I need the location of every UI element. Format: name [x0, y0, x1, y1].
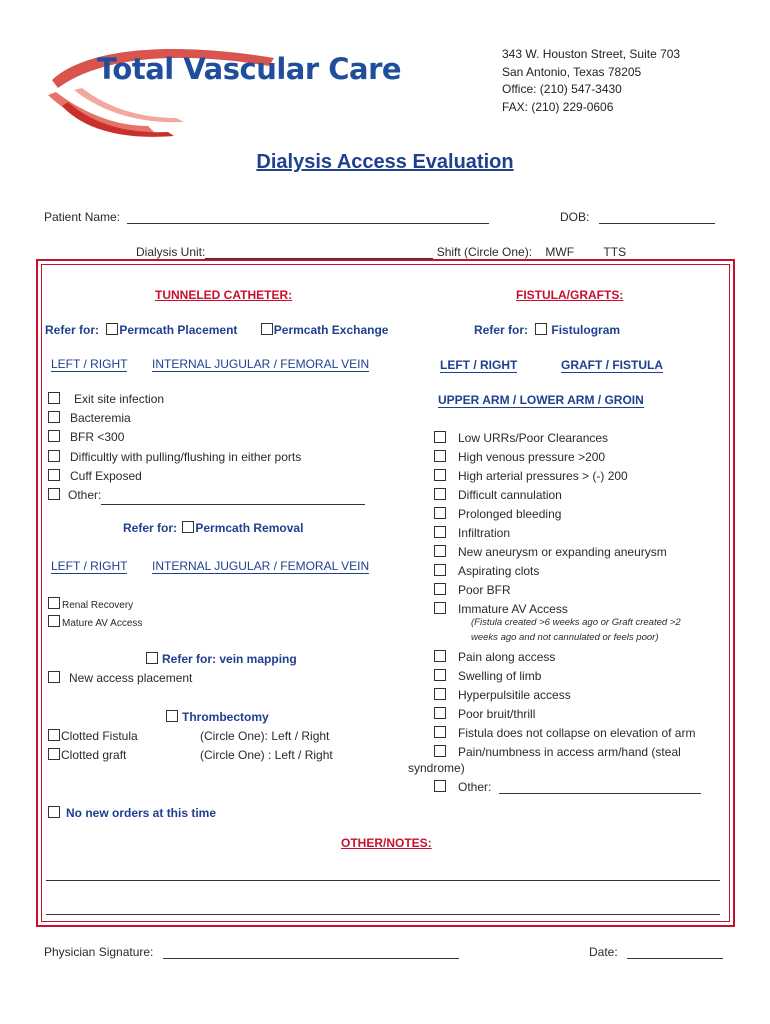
thrombectomy-label: Thrombectomy — [182, 710, 269, 724]
patient-name-label: Patient Name: — [44, 210, 121, 224]
permcath-removal-checkbox[interactable] — [182, 521, 194, 533]
catheter-refer-row — [45, 323, 388, 337]
address-block — [502, 46, 680, 116]
fistulogram-checkbox[interactable] — [535, 323, 547, 335]
permcath-placement-label: Permcath Placement — [119, 323, 238, 337]
other-catheter-label: Other: — [68, 488, 102, 503]
no-orders-label: No new orders at this time — [66, 806, 217, 820]
list-item — [434, 743, 695, 762]
list-item — [434, 467, 667, 486]
fistula-refer-label: Refer for: — [474, 323, 529, 337]
clotted-fistula-label: Clotted Fistula — [61, 729, 138, 743]
signature-label: Physician Signature: — [44, 945, 154, 959]
no-collapse-label: Fistula does not collapse on elevation of arm — [458, 726, 696, 740]
address-street: 343 W. Houston Street, Suite 703 — [502, 47, 681, 61]
catheter-vein[interactable]: INTERNAL JUGULAR / FEMORAL VEIN — [152, 357, 370, 371]
list-item — [434, 486, 667, 505]
poor-bruit-checkbox[interactable] — [434, 707, 446, 719]
list-item — [48, 390, 365, 409]
mature-av-checkbox[interactable] — [48, 615, 60, 627]
signature-row — [44, 945, 459, 959]
clotted-fistula-row — [48, 729, 138, 743]
list-item — [48, 486, 365, 505]
poor-bfr-checkbox[interactable] — [434, 583, 446, 595]
thrombectomy-row — [166, 710, 269, 724]
removal-refer-label: Refer for: — [123, 521, 178, 535]
vein-mapping-row — [146, 652, 297, 666]
low-urr-label: Low URRs/Poor Clearances — [458, 431, 609, 445]
list-item — [434, 448, 667, 467]
catheter-side[interactable]: LEFT / RIGHT — [51, 357, 128, 371]
date-row — [589, 945, 723, 959]
renal-recovery-label: Renal Recovery — [62, 600, 134, 611]
fistula-reasons-list — [434, 429, 667, 619]
signature-field[interactable] — [163, 946, 459, 959]
list-item — [48, 409, 365, 428]
steal-checkbox[interactable] — [434, 745, 446, 757]
poor-bfr-label: Poor BFR — [458, 583, 511, 597]
other-fistula-checkbox[interactable] — [434, 780, 446, 792]
aneurysm-checkbox[interactable] — [434, 545, 446, 557]
pain-along-label: Pain along access — [458, 650, 556, 664]
swelling-checkbox[interactable] — [434, 669, 446, 681]
logo-text: Total Vascular Care — [97, 52, 402, 86]
shift-tts[interactable]: TTS — [603, 245, 627, 259]
dialysis-unit-row — [136, 245, 626, 259]
removal-reasons — [48, 597, 142, 633]
list-item — [434, 505, 667, 524]
list-item — [434, 524, 667, 543]
bfr-label: BFR <300 — [70, 430, 125, 445]
notes-line-1[interactable] — [46, 880, 720, 881]
new-access-row — [48, 671, 192, 685]
immature-av-label: Immature AV Access — [458, 602, 568, 616]
fistula-refer-row — [474, 323, 620, 337]
address-city: San Antonio, Texas 78205 — [502, 64, 642, 79]
clotted-graft-side[interactable]: (Circle One) : Left / Right — [200, 748, 333, 762]
address-office: Office: (210) 547-3430 — [502, 82, 622, 96]
patient-name-field[interactable] — [127, 211, 489, 224]
list-item — [434, 581, 667, 600]
bacteremia-checkbox[interactable] — [48, 411, 60, 423]
tunneled-catheter-heading: TUNNELED CATHETER: — [155, 288, 293, 302]
other-fistula-field[interactable] — [499, 781, 701, 794]
arterial-pressure-label: High arterial pressures > (-) 200 — [458, 469, 628, 483]
difficult-cannulation-label: Difficult cannulation — [458, 488, 562, 502]
prolonged-bleeding-checkbox[interactable] — [434, 507, 446, 519]
other-fistula-row — [434, 780, 701, 794]
steal-label: Pain/numbness in access arm/hand (steal — [458, 745, 681, 759]
renal-recovery-checkbox[interactable] — [48, 597, 60, 609]
date-field[interactable] — [627, 946, 723, 959]
shift-mwf[interactable]: MWF — [545, 245, 575, 259]
exit-site-checkbox[interactable] — [48, 392, 60, 404]
patient-name-row — [44, 210, 489, 224]
thrombectomy-checkbox[interactable] — [166, 710, 178, 722]
permcath-removal-label: Permcath Removal — [195, 521, 304, 535]
date-label: Date: — [589, 945, 618, 959]
dialysis-unit-label: Dialysis Unit: — [136, 245, 206, 259]
hyperpulsitile-label: Hyperpulsitile access — [458, 688, 571, 702]
no-collapse-checkbox[interactable] — [434, 726, 446, 738]
permcath-exchange-checkbox[interactable] — [261, 323, 273, 335]
mature-av-label: Mature AV Access — [62, 618, 143, 629]
list-item — [434, 705, 695, 724]
infiltration-label: Infiltration — [458, 526, 511, 540]
fistula-grafts-heading: FISTULA/GRAFTS: — [516, 288, 624, 302]
address-fax: FAX: (210) 229-0606 — [502, 99, 614, 114]
notes-line-2[interactable] — [46, 914, 720, 915]
cuff-exposed-checkbox[interactable] — [48, 469, 60, 481]
steal-continuation: syndrome) — [408, 761, 465, 775]
venous-pressure-checkbox[interactable] — [434, 450, 446, 462]
prolonged-bleeding-label: Prolonged bleeding — [458, 507, 562, 521]
flushing-checkbox[interactable] — [48, 450, 60, 462]
fistula-reasons-list-2 — [434, 648, 695, 762]
other-fistula-label: Other: — [458, 780, 492, 794]
difficult-cannulation-checkbox[interactable] — [434, 488, 446, 500]
list-item — [434, 686, 695, 705]
list-item — [434, 562, 667, 581]
vein-mapping-checkbox[interactable] — [146, 652, 158, 664]
access-location[interactable]: UPPER ARM / LOWER ARM / GROIN — [438, 393, 644, 407]
aneurysm-label: New aneurysm or expanding aneurysm — [458, 545, 667, 559]
list-item — [48, 615, 142, 633]
pain-along-checkbox[interactable] — [434, 650, 446, 662]
list-item — [48, 448, 365, 467]
bacteremia-label: Bacteremia — [70, 411, 131, 426]
venous-pressure-label: High venous pressure >200 — [458, 450, 606, 464]
aspirating-clots-label: Aspirating clots — [458, 564, 540, 578]
low-urr-checkbox[interactable] — [434, 431, 446, 443]
aspirating-clots-checkbox[interactable] — [434, 564, 446, 576]
clotted-graft-checkbox[interactable] — [48, 748, 60, 760]
no-orders-row — [48, 806, 216, 820]
list-item — [434, 429, 667, 448]
notes-heading: OTHER/NOTES: — [341, 836, 432, 850]
infiltration-checkbox[interactable] — [434, 526, 446, 538]
list-item — [434, 648, 695, 667]
hyperpulsitile-checkbox[interactable] — [434, 688, 446, 700]
list-item — [434, 543, 667, 562]
list-item — [434, 724, 695, 743]
exit-site-label: Exit site infection — [74, 392, 165, 406]
clotted-fistula-side[interactable]: (Circle One): Left / Right — [200, 729, 330, 743]
clotted-fistula-checkbox[interactable] — [48, 729, 60, 741]
fistulogram-label: Fistulogram — [551, 323, 621, 337]
flushing-label: Difficultly with pulling/flushing in either ports — [70, 449, 302, 464]
new-access-label: New access placement — [69, 671, 193, 685]
dob-field[interactable] — [599, 211, 715, 224]
clotted-graft-row — [48, 748, 126, 762]
permcath-exchange-label: Permcath Exchange — [273, 323, 389, 337]
removal-vein[interactable]: INTERNAL JUGULAR / FEMORAL VEIN — [152, 559, 370, 573]
swelling-label: Swelling of limb — [458, 669, 542, 683]
dialysis-unit-field[interactable] — [205, 246, 433, 259]
permcath-placement-checkbox[interactable] — [106, 323, 118, 335]
list-item — [48, 597, 142, 615]
list-item — [48, 428, 365, 447]
arterial-pressure-checkbox[interactable] — [434, 469, 446, 481]
catheter-refer-label: Refer for: — [45, 323, 100, 337]
list-item — [48, 467, 365, 486]
catheter-reasons-list — [48, 390, 365, 505]
page-title: Dialysis Access Evaluation — [256, 151, 514, 173]
bfr-checkbox[interactable] — [48, 430, 60, 442]
no-orders-checkbox[interactable] — [48, 806, 60, 818]
clotted-graft-label: Clotted graft — [61, 748, 127, 762]
poor-bruit-label: Poor bruit/thrill — [458, 707, 536, 721]
immature-av-checkbox[interactable] — [434, 602, 446, 614]
vein-mapping-label: Refer for: vein mapping — [162, 652, 297, 666]
immature-note-1: (Fistula created >6 weeks ago or Graft created >2 — [471, 617, 681, 628]
removal-refer-row — [123, 521, 303, 535]
other-catheter-checkbox[interactable] — [48, 488, 60, 500]
new-access-checkbox[interactable] — [48, 671, 60, 683]
dob-label: DOB: — [560, 210, 590, 224]
immature-note-2: weeks ago and not cannulated or feels poor) — [471, 632, 659, 643]
dob-row — [560, 210, 715, 224]
list-item — [434, 667, 695, 686]
graft-fistula[interactable]: GRAFT / FISTULA — [561, 358, 663, 372]
other-catheter-field[interactable] — [101, 492, 365, 505]
fistula-side[interactable]: LEFT / RIGHT — [440, 358, 518, 372]
removal-side[interactable]: LEFT / RIGHT — [51, 559, 128, 573]
cuff-exposed-label: Cuff Exposed — [70, 468, 142, 483]
shift-label: Shift (Circle One): — [436, 245, 533, 259]
